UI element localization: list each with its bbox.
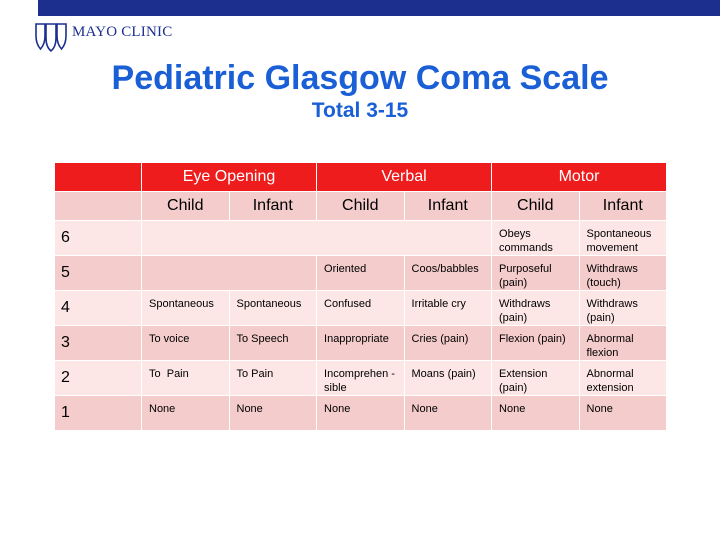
table-cell: [142, 256, 317, 291]
group-header-row: [55, 163, 667, 192]
subheader-cell: Infant: [404, 192, 492, 221]
table-cell: Moans (pain): [404, 361, 492, 396]
table-cell: To Pain: [142, 361, 230, 396]
logo-text: MAYO CLINIC: [72, 24, 173, 40]
page-subtitle: Total 3-15: [311, 99, 409, 122]
table-row: [55, 221, 667, 256]
header-eye-opening: Eye Opening: [142, 163, 317, 192]
score-cell: 5: [55, 256, 142, 291]
subheader-cell: Infant: [579, 192, 667, 221]
table-cell: None: [492, 396, 580, 431]
table-cell: None: [317, 396, 405, 431]
table-cell: To Speech: [229, 326, 317, 361]
table-cell: Purposeful (pain): [492, 256, 580, 291]
subheader-cell: Child: [142, 192, 230, 221]
table-cell: Obeys commands: [492, 221, 580, 256]
header-verbal: Verbal: [317, 163, 492, 192]
table-cell: Spontaneous: [142, 291, 230, 326]
table-cell: Confused: [317, 291, 405, 326]
score-cell: 1: [55, 396, 142, 431]
header-corner-cell: [55, 163, 142, 192]
table-row: [55, 326, 667, 361]
table-cell: [142, 221, 492, 256]
header-motor: Motor: [492, 163, 667, 192]
score-cell: 6: [55, 221, 142, 256]
table-cell: Spontaneous: [229, 291, 317, 326]
table-cell: Irritable cry: [404, 291, 492, 326]
mayo-shield-icon: [34, 22, 68, 52]
mayo-clinic-logo: [34, 22, 172, 52]
table-cell: Abnormal flexion: [579, 326, 667, 361]
subheader-cell: Child: [317, 192, 405, 221]
score-cell: 3: [55, 326, 142, 361]
table-cell: Withdraws (touch): [579, 256, 667, 291]
table-cell: None: [229, 396, 317, 431]
table-row: [55, 396, 667, 431]
page-title: Pediatric Glasgow Coma Scale: [111, 59, 609, 97]
table-cell: To voice: [142, 326, 230, 361]
table-cell: Extension (pain): [492, 361, 580, 396]
subheader-cell: Infant: [229, 192, 317, 221]
table-cell: None: [142, 396, 230, 431]
table-cell: Cries (pain): [404, 326, 492, 361]
table-row: [55, 291, 667, 326]
table-cell: Inappropriate: [317, 326, 405, 361]
subheader-cell: Child: [492, 192, 580, 221]
table-cell: Withdraws (pain): [492, 291, 580, 326]
subheader-corner-cell: [55, 192, 142, 221]
table-cell: Withdraws (pain): [579, 291, 667, 326]
table-cell: Oriented: [317, 256, 405, 291]
glasgow-coma-scale-table: [54, 162, 667, 431]
table-cell: None: [404, 396, 492, 431]
score-cell: 2: [55, 361, 142, 396]
table-cell: Coos/babbles: [404, 256, 492, 291]
table-cell: To Pain: [229, 361, 317, 396]
table-cell: Abnormal extension: [579, 361, 667, 396]
table-cell: Incomprehen -sible: [317, 361, 405, 396]
table-cell: None: [579, 396, 667, 431]
subheader-row: [55, 192, 667, 221]
top-banner-bar: [38, 0, 720, 16]
table-row: [55, 256, 667, 291]
table-cell: Spontaneous movement: [579, 221, 667, 256]
score-cell: 4: [55, 291, 142, 326]
table-row: [55, 361, 667, 396]
table-cell: Flexion (pain): [492, 326, 580, 361]
